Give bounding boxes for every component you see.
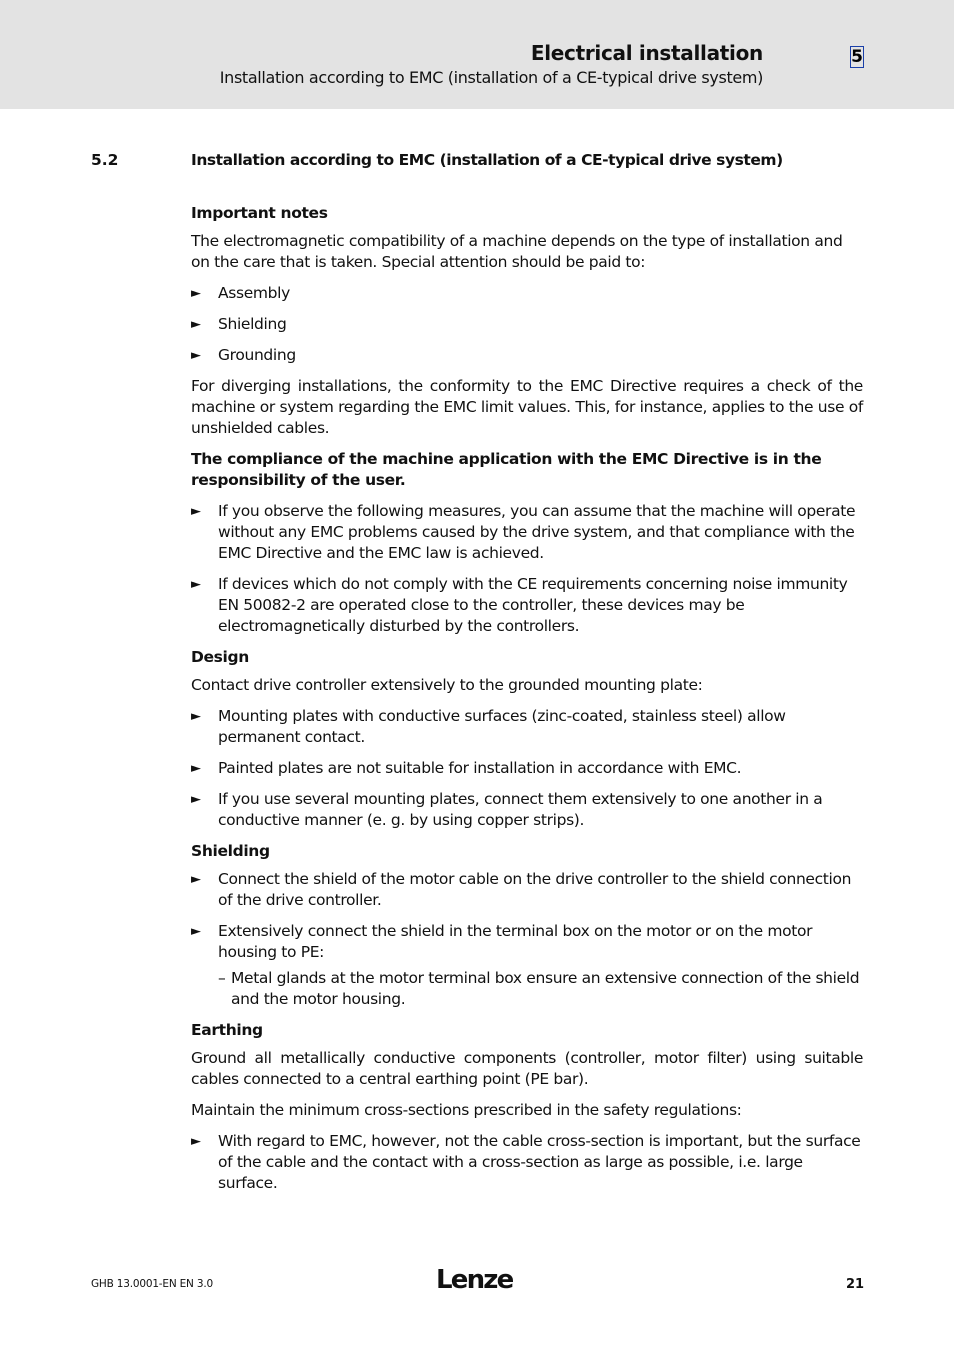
list-item: ► With regard to EMC, however, not the cable cross-section is important, but the surface of the cable and the contact with a cross-section as large as possible, i.e. large surface.: [191, 1132, 861, 1192]
list-item: ► Assembly: [191, 284, 290, 302]
svg-text:Lenze: Lenze: [436, 1265, 513, 1294]
page-header: [0, 0, 954, 109]
page-number: 21: [846, 1277, 865, 1292]
bullet-arrow-icon: ►: [191, 761, 201, 776]
earthing-paragraph: Ground all metallically conductive components (controller, motor filter) using suitable cables connected to a central earthing point (PE bar).: [191, 1049, 863, 1088]
bullet-arrow-icon: ►: [191, 286, 201, 301]
earthing-bullet-list: [191, 1131, 863, 1194]
section-title: Installation according to EMC (installation of a CE-typical drive system): [191, 151, 783, 169]
bullet-arrow-icon: ►: [191, 709, 201, 724]
document-id: GHB 13.0001-EN EN 3.0: [91, 1278, 213, 1290]
list-item: ► If you use several mounting plates, connect them extensively to one another in a conductive manner (e. g. by using copper strips).: [191, 790, 823, 829]
list-item: ► If you observe the following measures, you can assume that the machine will operate without any EMC problems caused by the drive system, and that compliance with the EMC Directive and the EMC law is achieved.: [191, 502, 856, 562]
sub-list-item: – Metal glands at the motor terminal box ensure an extensive connection of the shield and the motor housing.: [218, 969, 860, 1008]
header-title: Electrical installation: [530, 41, 763, 65]
list-item: ► If devices which do not comply with the CE requirements concerning noise immunity EN 50082-2 are operated close to the controller, these devices may be electromagnetically disturbed by the controllers.: [191, 575, 848, 635]
cross-section-paragraph: Maintain the minimum cross-sections prescribed in the safety regulations:: [191, 1101, 742, 1119]
lenze-logo-mark: [436, 1264, 516, 1294]
lenze-logo: [436, 1264, 516, 1301]
bullet-arrow-icon: ►: [191, 872, 201, 887]
bullet-arrow-icon: ►: [191, 792, 201, 807]
diverging-installations-paragraph: For diverging installations, the conformity to the EMC Directive requires a check of the machine or system regarding the EMC limit values. This, for instance, applies to the use of unshielded cables.: [191, 377, 863, 437]
list-item: ► Grounding: [191, 346, 296, 364]
heading-shielding: Shielding: [191, 842, 270, 860]
header-subtitle: Installation according to EMC (installation of a CE-typical drive system): [219, 68, 763, 87]
attention-list: [191, 283, 863, 366]
notes-bullet-list: [191, 501, 863, 637]
list-item: ► Extensively connect the shield in the terminal box on the motor or on the motor housing to PE: – Metal glands at the motor terminal box ensure an extensive connection of the shield and the motor housing.: [191, 921, 863, 1010]
bullet-arrow-icon: ►: [191, 1134, 201, 1149]
chapter-number-link[interactable]: 5: [851, 47, 863, 67]
bullet-arrow-icon: ►: [191, 348, 201, 363]
bullet-arrow-icon: ►: [191, 317, 201, 332]
important-notes-intro: The electromagnetic compatibility of a machine depends on the type of installation and on the care that is taken. Special attention should be paid to:: [191, 232, 843, 271]
compliance-statement: The compliance of the machine application with the EMC Directive is in the responsibility of the user.: [191, 450, 822, 489]
design-intro: Contact drive controller extensively to the grounded mounting plate:: [191, 676, 703, 694]
page-content: [191, 203, 863, 1204]
bullet-arrow-icon: ►: [191, 504, 201, 519]
shielding-bullet-list: [191, 869, 863, 1010]
bullet-arrow-icon: ►: [191, 577, 201, 592]
section-number: 5.2: [91, 151, 119, 169]
heading-design: Design: [191, 648, 249, 666]
design-bullet-list: [191, 706, 863, 831]
list-item: ► Painted plates are not suitable for installation in accordance with EMC.: [191, 759, 742, 777]
list-item: ► Shielding: [191, 315, 287, 333]
heading-earthing: Earthing: [191, 1021, 263, 1039]
heading-important-notes: Important notes: [191, 204, 328, 222]
list-item: ► Mounting plates with conductive surfaces (zinc-coated, stainless steel) allow permanent contact.: [191, 707, 786, 746]
list-item: ► Connect the shield of the motor cable on the drive controller to the shield connection of the drive controller.: [191, 870, 852, 909]
dash-icon: –: [218, 969, 226, 987]
bullet-arrow-icon: ►: [191, 924, 201, 939]
